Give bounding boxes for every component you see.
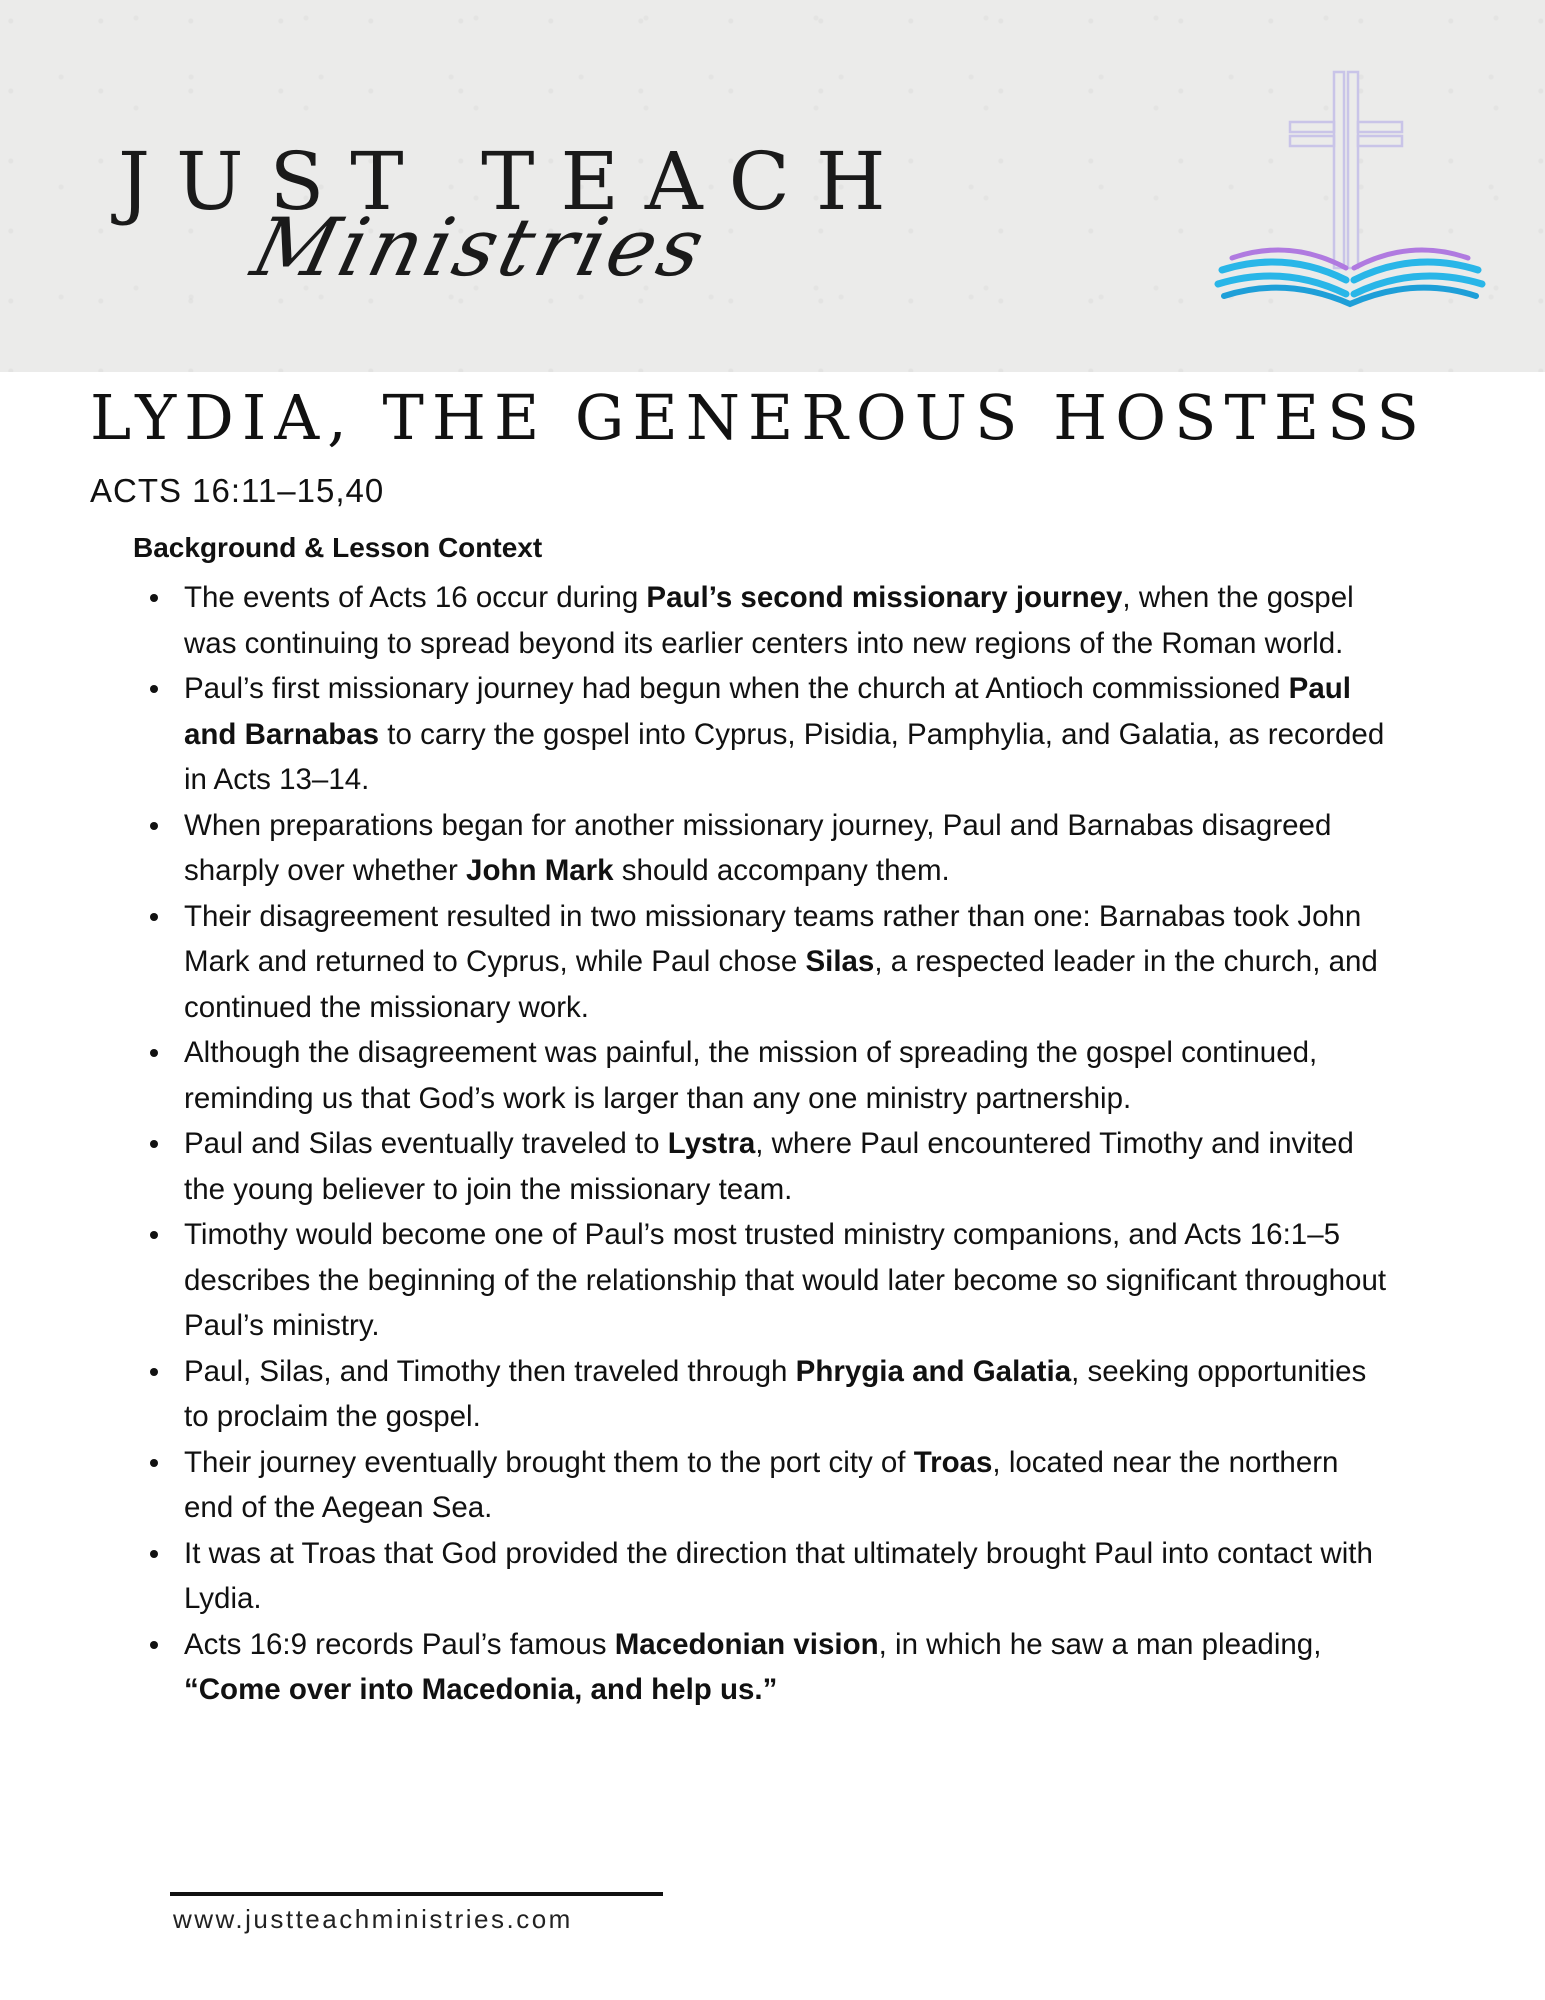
bullet-item [148, 803, 1388, 894]
scripture-reference: ACTS 16:11–15,40 [90, 472, 385, 509]
bullet-text: It was at Troas that God provided the direction that ultimately brought Paul into contact with Lydia. [184, 1536, 1373, 1615]
bullet-text: to carry the gospel into Cyprus, Pisidia, Pamphylia, and Galatia, as recorded in Acts 13–14. [184, 717, 1385, 796]
bullet-text: Acts 16:9 records Paul’s famous [184, 1627, 615, 1661]
footer-website: www.justteachministries.com [173, 1904, 573, 1934]
bullet-text: , when the gospel was continuing to spread beyond its earlier centers into new regions of the Roman world. [184, 581, 1354, 660]
bullet-item [148, 1531, 1388, 1622]
bullet-text: , located near the northern end of the Aegean Sea. [184, 1445, 1339, 1524]
bullet-item [148, 1030, 1388, 1121]
bullet-item [148, 575, 1388, 666]
background-bullet-list [148, 575, 1388, 1713]
bullet-text: , a respected leader in the church, and continued the missionary work. [184, 945, 1378, 1024]
bullet-emphasis: John Mark [466, 854, 614, 887]
bullet-emphasis: Troas [913, 1445, 993, 1479]
bullet-emphasis: Phrygia and Galatia [795, 1354, 1072, 1388]
logo-script: Ministries [243, 201, 717, 294]
bullet-item [148, 1349, 1388, 1440]
bullet-text: The events of Acts 16 occur during [184, 581, 647, 614]
bullet-item [148, 1121, 1388, 1212]
section-heading: Background & Lesson Context [133, 532, 543, 563]
bullet-emphasis: Paul’s second missionary journey [646, 581, 1123, 614]
bullet-emphasis: Lystra [667, 1127, 756, 1160]
bullet-item [148, 894, 1388, 1031]
bullet-item [148, 1622, 1388, 1713]
bullet-text: Although the disagreement was painful, the mission of spreading the gospel continued, reminding us that God’s work is larger than any one ministry partnership. [184, 1036, 1318, 1115]
bullet-text: Paul and Silas eventually traveled to [184, 1127, 668, 1160]
footer-divider [170, 1892, 663, 1896]
bullet-text: Their journey eventually brought them to the port city of [184, 1445, 914, 1479]
bullet-emphasis: “Come over into Macedonia, and help us.” [184, 1673, 778, 1706]
bullet-text: , in which he saw a man pleading, [878, 1627, 1322, 1661]
bullet-text: , where Paul encountered Timothy and invited the young believer to join the missionary team. [184, 1127, 1354, 1206]
bullet-text: should accompany them. [613, 854, 950, 887]
bullet-text: Paul’s first missionary journey had begun when the church at Antioch commissioned [184, 672, 1289, 705]
bullet-text: Timothy would become one of Paul’s most trusted ministry companions, and Acts 16:1–5 describes the beginning of the relationship that would later become so significant throughout Paul’s ministry. [184, 1218, 1387, 1342]
bullet-item [148, 1212, 1388, 1349]
bullet-emphasis: Paul and Barnabas [184, 672, 1351, 751]
logo-wordmark: JUST TEACH [118, 135, 912, 228]
bullet-text: Their disagreement resulted in two missionary teams rather than one: Barnabas took John Mark and returned to Cyprus, while Paul chose [184, 899, 1362, 978]
bullet-text: Paul, Silas, and Timothy then traveled through [184, 1354, 796, 1388]
bullet-text: , seeking opportunities to proclaim the gospel. [184, 1354, 1367, 1433]
bullet-text: When preparations began for another missionary journey, Paul and Barnabas disagreed sharply over whether [184, 808, 1332, 887]
bullet-item [148, 666, 1388, 803]
lesson-title: LYDIA, THE GENEROUS HOSTESS [90, 381, 1427, 454]
bullet-emphasis: Silas [805, 945, 875, 978]
cross-over-open-bible-icon [1210, 70, 1490, 310]
bullet-emphasis: Macedonian vision [614, 1627, 879, 1661]
bullet-item [148, 1440, 1388, 1531]
